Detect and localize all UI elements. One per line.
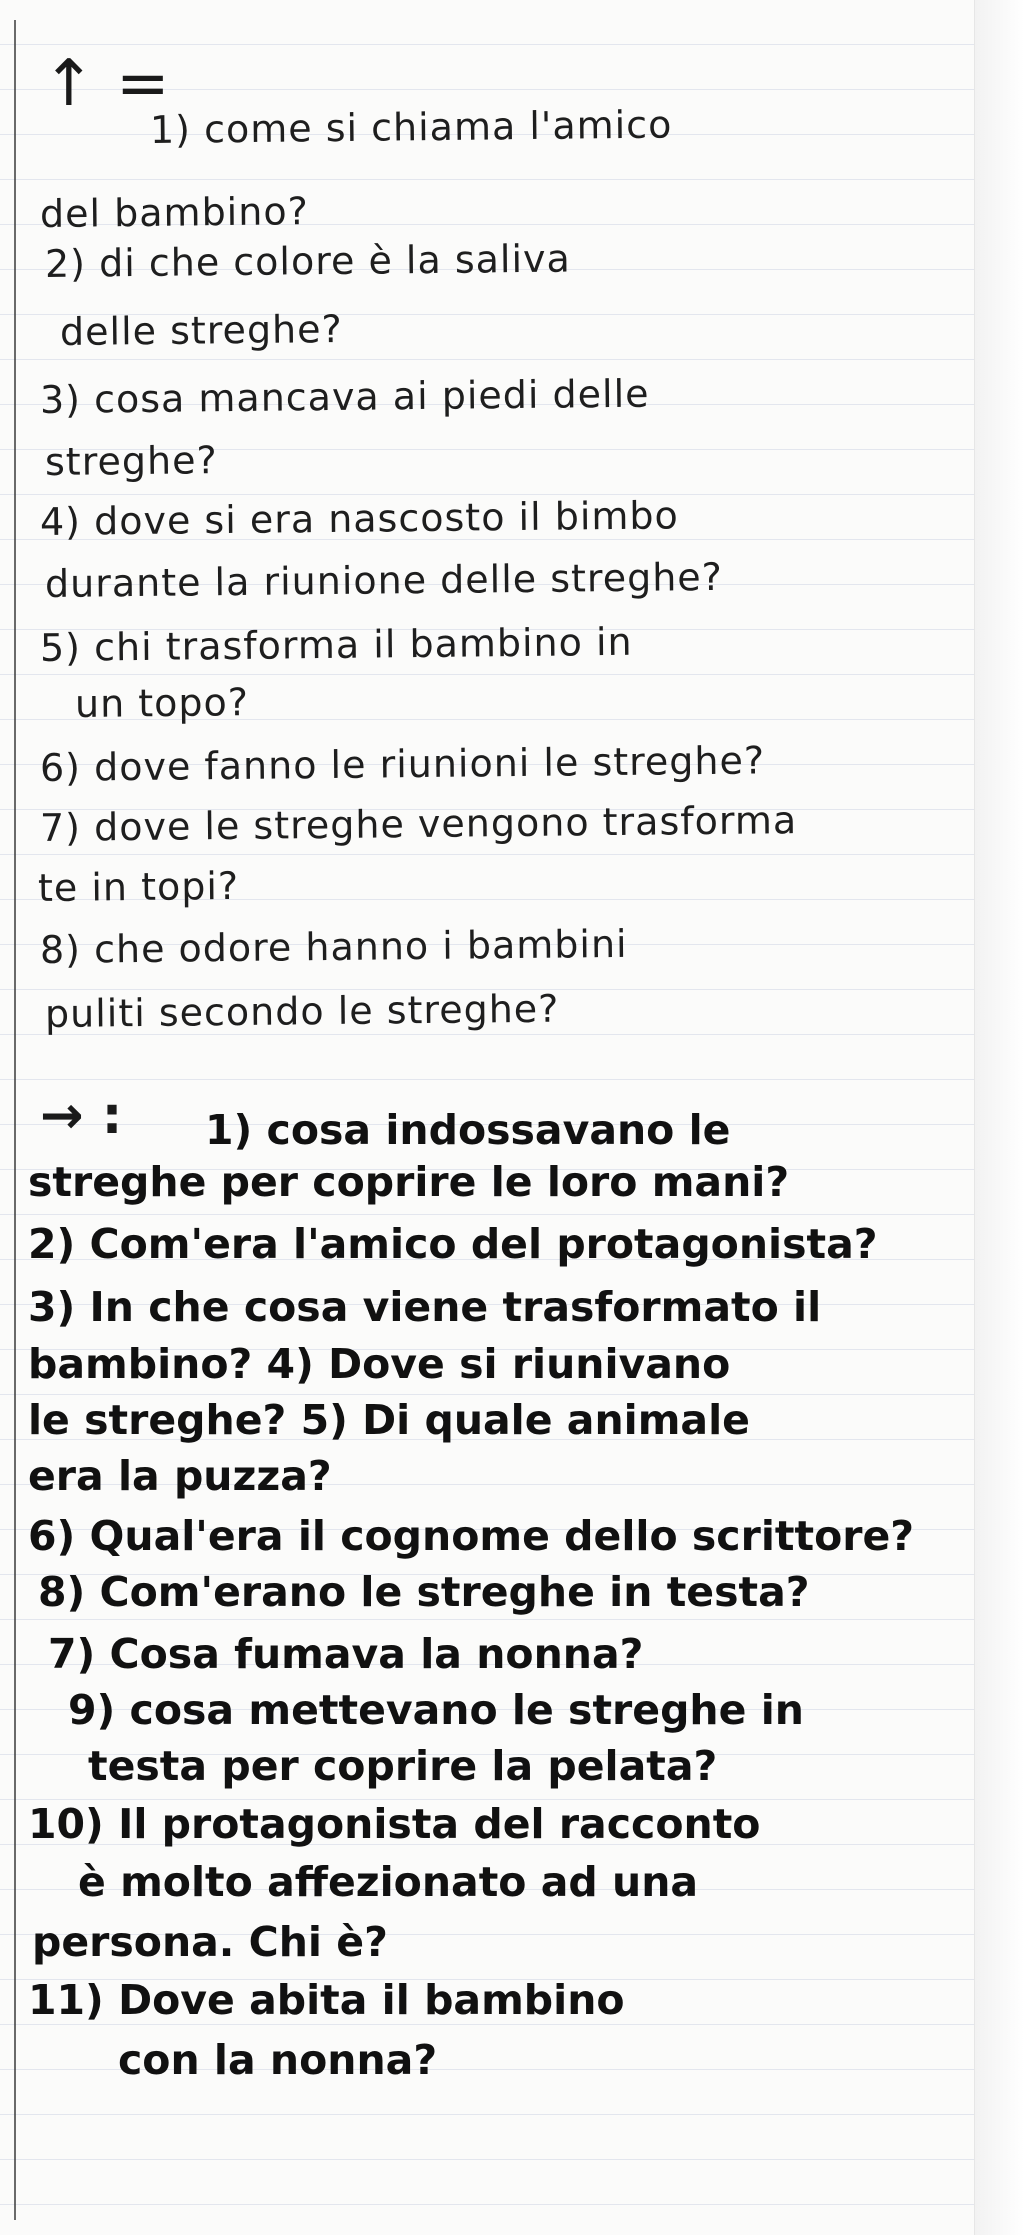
question-line: persona. Chi è? [32,1918,388,1966]
question-line: 7) Cosa fumava la nonna? [48,1630,644,1678]
question-line: 8) Com'erano le streghe in testa? [38,1568,810,1616]
question-line: streghe per coprire le loro mani? [28,1158,790,1206]
question-line: te in topi? [37,863,240,910]
question-line: 6) Qual'era il cognome dello scrittore? [28,1512,915,1560]
question-line: le streghe? 5) Di quale animale [28,1396,750,1444]
question-line: 3) cosa mancava ai piedi delle [39,371,650,422]
question-line: 4) dove si era nascosto il bimbo [39,493,679,544]
question-line: 5) chi trasforma il bambino in [39,619,633,670]
question-line: puliti secondo le streghe? [44,986,560,1036]
right-arrow-marker: → : [40,1086,123,1146]
question-line: con la nonna? [118,2036,438,2084]
question-line: del bambino? [39,189,309,236]
question-line: 6) dove fanno le riunioni le streghe? [39,738,766,790]
question-line: 1) cosa indossavano le [205,1106,731,1154]
question-line: 9) cosa mettevano le streghe in [68,1686,804,1734]
margin-line [14,20,16,2220]
question-line: testa per coprire la pelata? [88,1742,718,1790]
question-line: 10) Il protagonista del racconto [28,1800,761,1848]
question-line: 11) Dove abita il bambino [28,1976,625,2024]
question-line: delle streghe? [59,307,343,354]
question-line: 3) In che cosa viene trasformato il [28,1283,822,1331]
question-line: è molto affezionato ad una [78,1858,699,1906]
question-line: era la puzza? [28,1452,332,1500]
question-line: 2) Com'era l'amico del protagonista? [28,1220,878,1268]
question-line: 8) che odore hanno i bambini [39,921,628,972]
question-line: durante la riunione delle streghe? [44,554,724,606]
question-line: 1) come si chiama l'amico [149,102,673,152]
up-arrow-marker: ↑ = [42,47,170,121]
question-line: 2) di che colore è la saliva [44,236,572,286]
question-line: un topo? [74,680,250,726]
question-line: streghe? [44,438,218,484]
question-line: 7) dove le streghe vengono trasforma [39,798,798,850]
question-line: bambino? 4) Dove si riunivano [28,1340,731,1388]
